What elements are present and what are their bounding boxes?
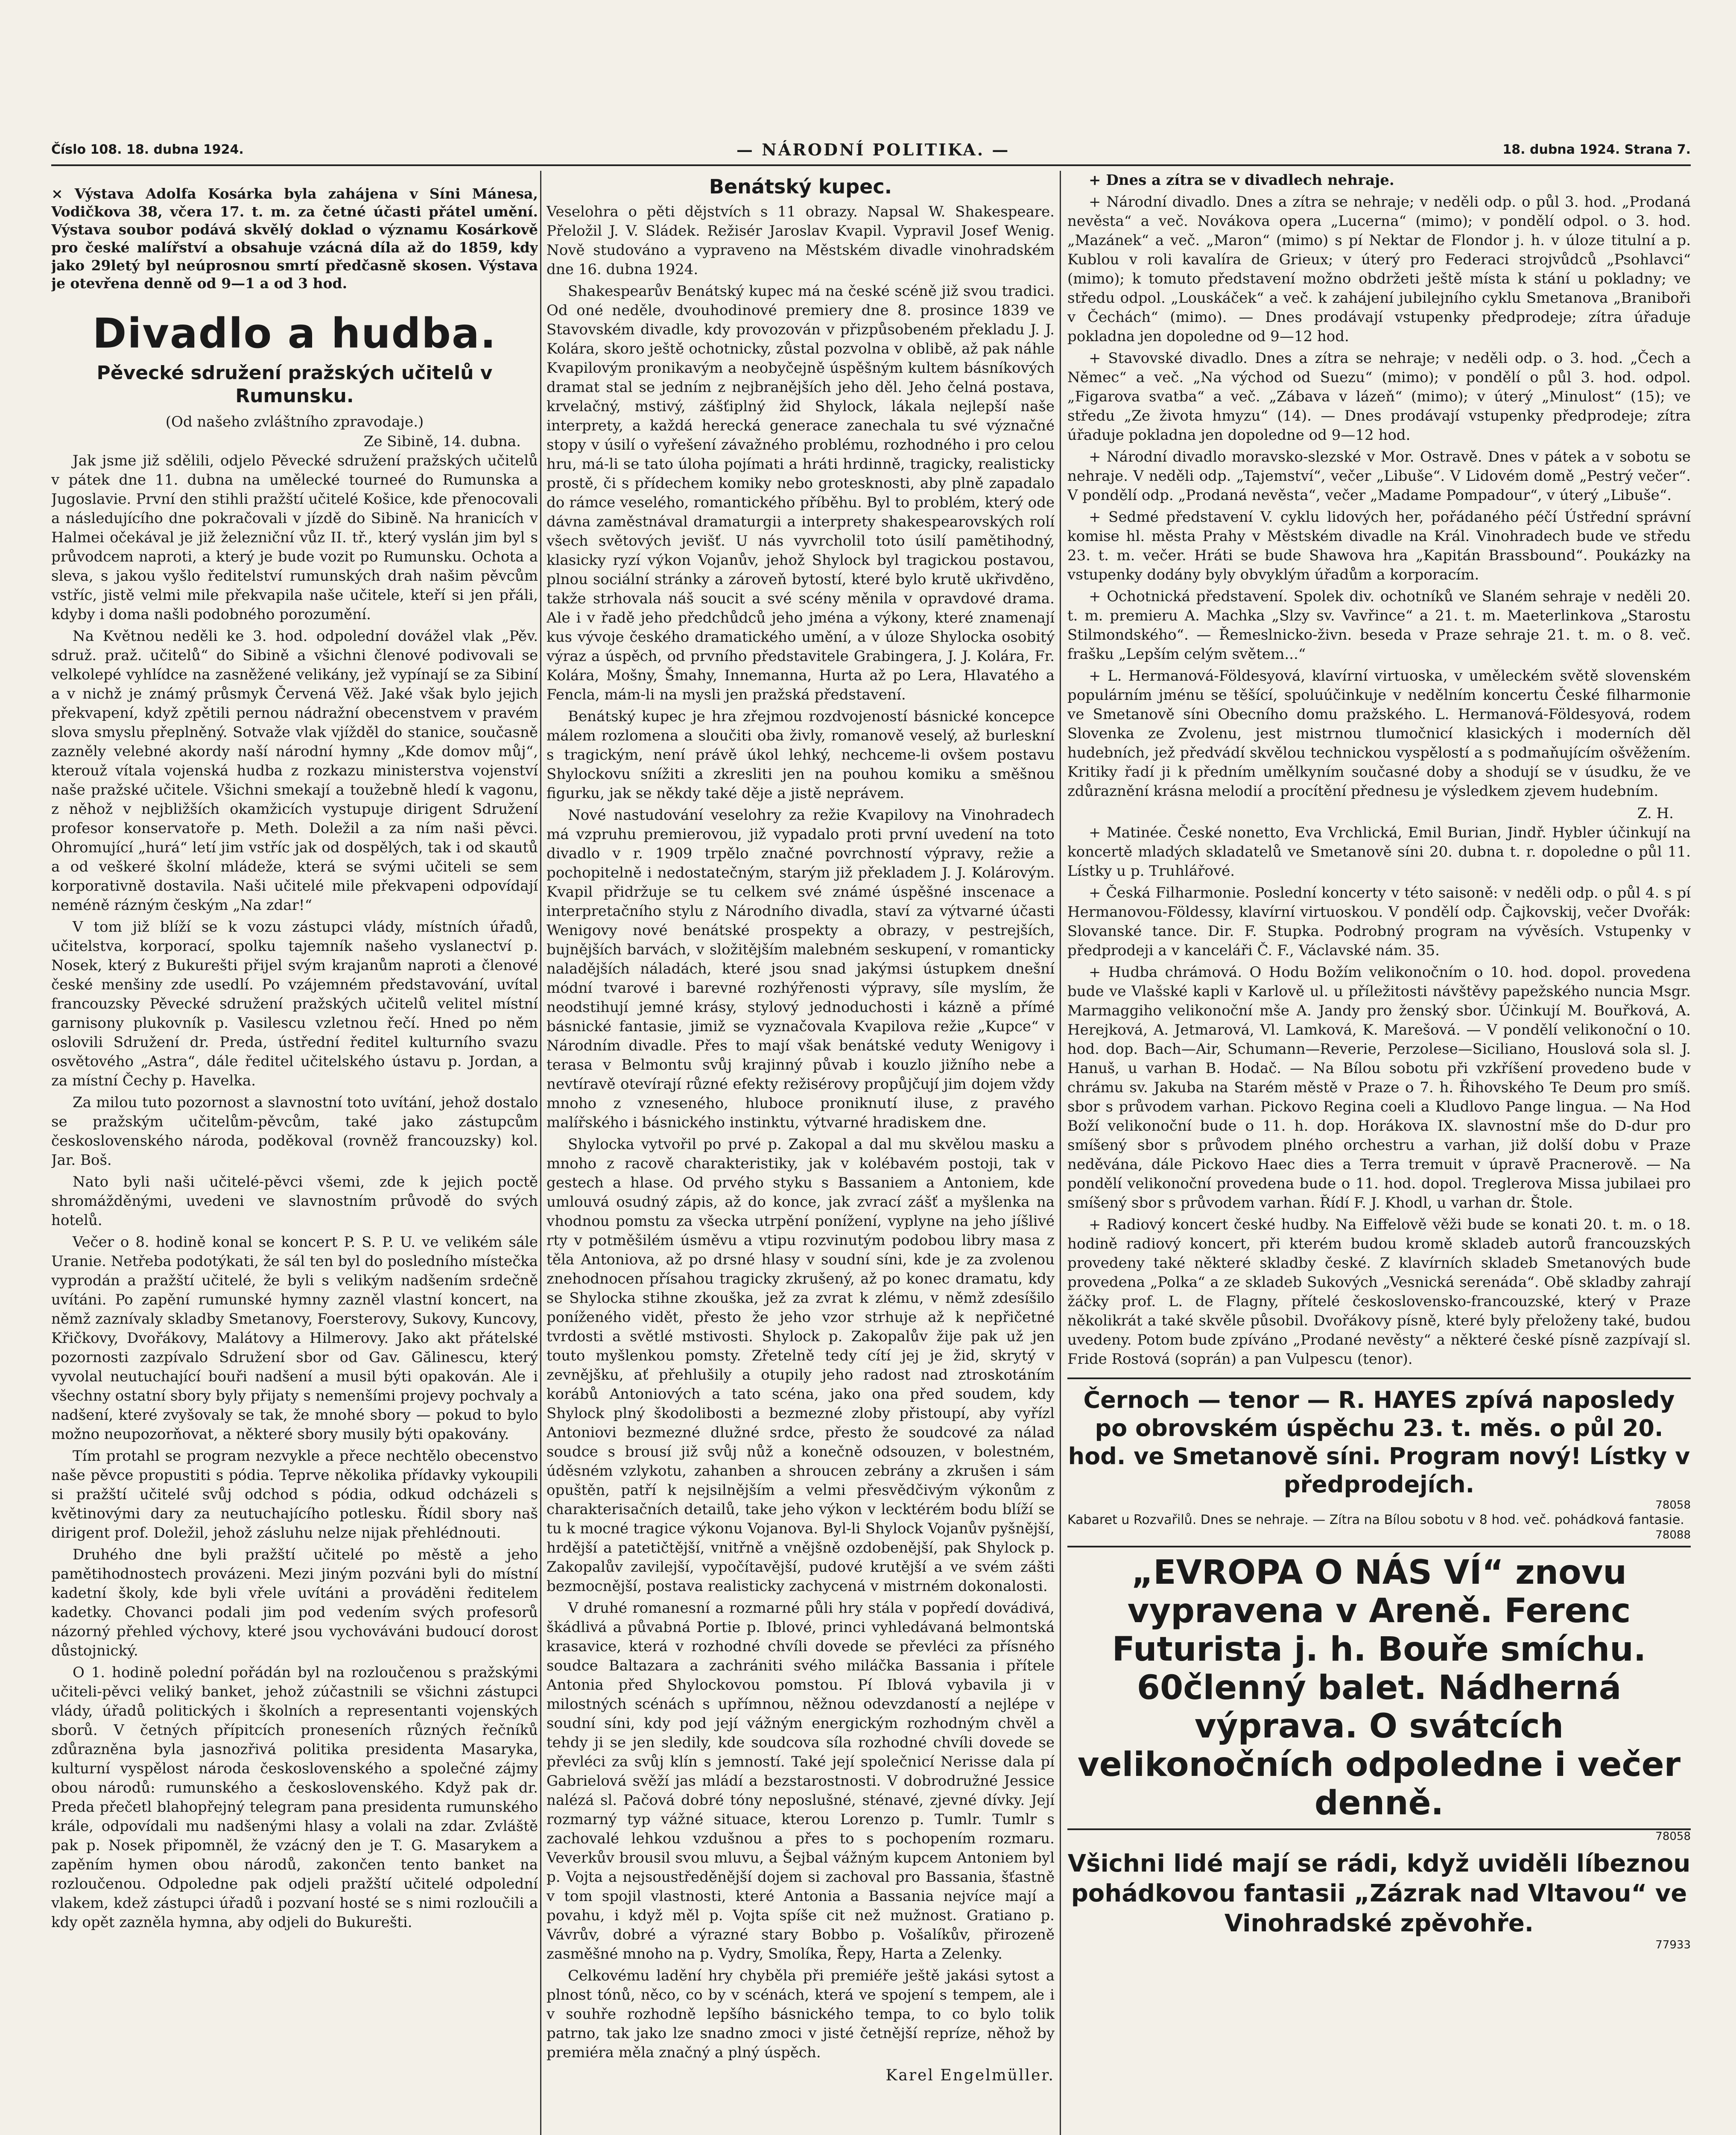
- paragraph: + Dnes a zítra se v divadlech nehraje.: [1089, 172, 1394, 189]
- paragraph: + Sedmé představení V. cyklu lidových her, pořádaného péčí Ústřední správní komise hl. města Prahy v Městském divadle na Král. Vinohradech bude ve středu 23. t. m. večer. Hráti se bude Shawova hra „Kapitán Brassbound“. Poukázky na vstupenky dodány byly obvyklým úřadům a korporacím.: [1067, 509, 1691, 583]
- paragraph: V tom již blíží se k vozu zástupci vlády, místních úřadů, učitelstva, korporací, spolku tajemník našeho vyslanectví p. Nosek, který z Bukurešti přijel svým krajanům naproti a členové české menšiny zde usedlí. Po vzájemném představování, uvítal francouzsky Pěvecké sdružení pražských učitelů velitel místní garnisony plukovník p. Vasilescu vzletnou řečí. Hned po něm oslovili Sdružení dr. Preda, ústřední ředitel kulturního svazu osvětového „Astra“, dále ředitel učitelského ústavu p. Jordan, a za místní Čechy p. Havelka.: [51, 918, 538, 1089]
- exhibition-notice: × Výstava Adolfa Kosárka byla zahájena v Síni Mánesa, Vodičkova 38, včera 17. t. m. za četné účasti přátel umění. Výstava soubor podává skvělý doklad o významu Kosárkově pro české malířství a obsahuje vzácná díla až do 1859, kdy jako 29letý byl neúprosnou smrtí předčasně skosen. Výstava je otevřena denně od 9—1 a od 3 hod.: [51, 185, 538, 292]
- column-divider: [1060, 171, 1061, 2135]
- column-right: [1067, 171, 1691, 2135]
- advertisement-zazrak: Všichni lidé mají se rádi, když uviděli líbeznou pohádkovou fantasii „Zázrak nad Vltavou“ ve Vinohradské zpěvohře.: [1067, 1850, 1691, 1937]
- paragraph: O 1. hodině polední pořádán byl na rozloučenou s pražskými učiteli-pěvci veliký banket, jehož zúčastnili se všichni zástupci vlády, úřadů politických i školních a representanti vojenských sborů. V četných přípitcích proneseních různých řečníků zdůrazněna byla jasnozřivá politika presidenta Masaryka, kulturní vyspělost národa československého a společné zájmy obou národů: rumunského a československého. Když pak dr. Preda přečetl blahopřejný telegram pana presidenta rumunského krále, odpovídali mu nadšenými hlasy a volali na zdar. Zvláště pak p. Nosek připomněl, že vzácný den je T. G. Masarykem a zapěním hymen obou národů, zakončen tento banket na rozloučenou. Odpoledne pak odjeli pražští učitelé odpolední vlakem, kdež zástupci úřadů i pozvaní hosté se s nimi rozloučili a kdy opět zazněla hymna, aby odjeli do Bukurešti.: [51, 1664, 538, 1931]
- paragraph: + Ochotnická představení. Spolek div. ochotníků ve Slaném sehraje v neděli 20. t. m. premieru A. Machka „Slzy sv. Vavřince“ a 21. t. m. Maeterlinkova „Starostu Stilmondského“. — Řemeslnicko-živn. beseda v Praze sehraje 21. t. m. o 8. več. frašku „Lepším celým světem...“: [1067, 588, 1691, 663]
- section-title: Divadlo a hudba.: [92, 310, 497, 357]
- paragraph: Nové nastudování veselohry za režie Kvapilovy na Vinohradech má vzpruhu premierovou, již vypadalo proti první uvedení na toto divadlo v r. 1909 trpělo značné povrchností výpravy, režie a pochopitelně i nedostatečným, starým již překladem J. J. Kolárovým. Kvapil přidržuje se tu celkem své známé úspěšné inscenace a interpretačního stylu z Národního divadla, staví za výtvarné účasti Wenigovy nové benátské prospekty a obrazy, v pestrejších, bujnějších barvách, v složitějším malebném seskupení, v romanticky naladějších náladách, které jsou snad jakýmsi ústupkem dnešní módní tvarové i barevné rozhýřenosti výpravy, síle myslím, že neodstihují jemné krásy, stylový jednoduchosti i kázně a přímé básnické fantasie, jimiž se vyznačovala Kvapilova režie „Kupce“ v Národním divadle. Přes to mají však benátské veduty Wenigovy i terasa v Belmontu svůj krajinný půvab i kouzlo jižního nebe a nevtíravě otevírají různé efekty režisérovy propůjčují jim dojem vždy mnoho z vzneseného, hluboce proniknutí iluse, z pravého malířského i básnického instinktu, výtvarné hradiskem dne.: [547, 807, 1055, 1131]
- paragraph: + Stavovské divadlo. Dnes a zítra se nehraje; v neděli odp. o 3. hod. „Čech a Němec“ a več. „Na východ od Suezu“ (mimo); v pondělí o půl 3. hod. odpol. „Figarova svatba“ a več. „Zábava v lázeň“ (mimo); v úterý „Minulost“ (15); ve středu „Ze života hmyzu“ (14). — Dnes prodávají vstupenky předprodeje; zítra úřaduje pokladna jen dopoledne od 9—12 hod.: [1067, 350, 1691, 444]
- paragraph: Benátský kupec je hra zřejmou rozdvojeností básnické koncepce málem rozlomena a sloučiti oba živly, romanově veselý, až burleskní s tragickým, není právě úkol lehký, nechceme-li ovšem postavu Shylockovu snížiti a zkresliti jen na pouhou komiku a směšnou figurku, jak se někdy také děje a jistě neprávem.: [547, 708, 1055, 802]
- ad-code: 78058: [1655, 1499, 1691, 1512]
- paragraph: + Matinée. České nonetto, Eva Vrchlická, Emil Burian, Jindř. Hybler účinkují na koncertě mladých skladatelů ve Smetanově síni 20. dubna t. r. dopoledne o půl 11. Lístky u p. Truhlářové.: [1067, 824, 1691, 880]
- ad-code: 77933: [1655, 1939, 1691, 1951]
- issue-number: Číslo 108. 18. dubna 1924.: [51, 142, 244, 157]
- header-rule: [51, 164, 1691, 166]
- paragraph: + Hudba chrámová. O Hodu Božím velikonočním o 10. hod. dopol. provedena bude ve Vlašské kapli v Karlově ul. u příležitosti návštěvy papežského nuncia Msgr. Marmaggiho velikonoční mše A. Jandy pro ženský sbor. Účinkují M. Bouřková, A. Herejková, A. Jetmarová, Vl. Lamková, K. Marešová. — V pondělí velikonoční o 10. hod. dop. Bach—Air, Schumann—Reverie, Perzolese—Siciliano, Houslová sola sl. J. Hanuš, u varhan B. Hodač. — Na Bílou sobotu při vzkříšení provedeno bude v chrámu sv. Jakuba na Starém městě v Praze o 7. h. Řihovského Te Deum pro smíš. sbor s průvodem varhan. Pickovo Regina coeli a Kludlovo Pange lingua. — Na Hod Boží velikonoční bude o 11. h. dop. Horákova IX. slavnostní mše do D-dur pro smíšený sbor s průvodem plného orchestru a varhan, již dolší dobu v Praze neděvána, dále Pickovo Haec dies a Terra tremuit v úpravě Pracnerově. — Na pondělí velikonoční provedena bude o 11. hod. dopol. Treglerova Missa jubilaei pro smíšený sbor s průvodem varhan. Řídí F. J. Khodl, u varhan dr. Štole.: [1067, 964, 1691, 1211]
- paragraph: Shakespearův Benátský kupec má na české scéně již svou tradici. Od oné neděle, dvouhodinové premiery dne 8. prosince 1839 ve Stavovském divadle, kdy provozován v přizpůsobeném překladu J. J. Kolára, skoro ještě ochotnicky, zůstal pozvolna v oblibě, až pak náhle Kvapilovým pronikavým a neobyčejně úspěšným kultem básníkových dramat stal se jedním z nejbranějších jeho děl. Jeho čelná postava, krvelačný, mstivý, zášťiplný žid Shylock, lákala nejlepší naše interprety, a každá herecká generace zanechala tu své význačné stopy v úsilí o vyřešení závažného problému, rozhodného i pro celou hru, má-li se tato úloha pojímati a hráti hrdinně, tragicky, realisticky prostě, či s přídechem komiky nebo grotesknosti, aby plně zapadalo do rámce veselého, romantického příběhu. Byl to problém, který ode dávna zaměstnával dramaturgii a interprety shakespearovských rolí všech světových jevišť. U nás vyvrcholil toto úsilí pamětihodný, klasicky ryzí výkon Vojanův, jehož Shylock byl tragickou postavou, plnou sociální stránky a zároveň bytostí, které bylo krutě ukřivděno, takže strhovala náš soucit a své scény měnila v opravdové drama. Ale i v řadě jeho předchůdců jeho jména a výkony, které znamenají kus vývoje českého dramatického umění, a v úloze Shylocka osobitý výraz a úspěch, od prvního představitele Grabingera, J. J. Kolára, Fr. Kolára, Mošny, Šmahy, Innemanna, Hurta až po Lera, Hlavatého a Fencla, mám-li na mysli jen pražská představení.: [547, 283, 1055, 703]
- paragraph: Shylocka vytvořil po prvé p. Zakopal a dal mu skvělou masku a mnoho z racově charakteristiky, jak v kolébavém postoji, tak v gestech a hlase. Od prvého styku s Bassaniem a Antoniem, kde umlouvá osudný zápis, až do konce, jak zvrací zášť a myšlenka na vhodnou pomstu za všecka utrpění ponížení, vyplyne na jeho jíšlivé rty v potměšilém úsměvu a vtipu rozvinutým podobou libry masa z těla Antoniova, až po drsné hlasy v soudní síni, kde je za zvolenou znehodnocen přísahou tragicky zkrušený, až po konec dramatu, kdy se Shylocka stihne zkouška, jež za zvrat k zlému, v němž zdesíšilo poníženého vidět, přesto že jeho vzor strhuje až k nepřičetné tvrdosti a světlé mstivosti. Shylock p. Zakopalův žije pak už jen touto myšlenkou pomsty. Zřetelně tedy cítí jej je žid, skrytý v zevnějšku, ať přehlušily a otupily jeho radost nad ztroskotáním korábů Antoniových a tato scéna, jako ona před soudem, kdy Shylock plný škodolibosti a bezmezné zloby přistoupí, aby vyřízl Antoniovi bezmezné dlužné srdce, přesto že soudcové za nálad soudce s brousí již svůj nůž a konečně odsouzen, v bolestném, úděsném vzlykotu, zahanben a shroucen zebrány a zkrušen i sám opuštěn, patří k nejsilnějším a velmi přesvědčivým výkonům z charakterisačních detailů, take jeho výkon v lecktérém bodu blíží se tu k mocné tragice výkonu Vojanova. Byl-li Shylock Vojanův pyšnější, hrdější a patetičtější, vnitřně a vnějšně ozdobenější, pak Shylock p. Zakopalův zavilejší, vypočítavější, pudové krutější a ve svém zášti bezmocnější, postava realisticky zachycená v mistrném dokonalosti.: [547, 1136, 1055, 1595]
- paragraph: Tím protahl se program nezvykle a přece nechtělo obecenstvo naše pěvce propustiti s pódia. Teprve několika přídavky vykoupili si pražští učitelé svůj odchod s pódia, odkud odcházeli s květinovými dary za neutuchajícího potlesku. Řídil sbory naš dirigent prof. Doležil, jehož zásluhu nelze nijak přehlédnouti.: [51, 1448, 538, 1541]
- column-divider: [540, 171, 541, 2135]
- review-intro: Veselohra o pěti dějstvích s 11 obrazy. Napsal W. Shakespeare. Přeložil J. V. Sládek. Režisér Jaroslav Kvapil. Vypravil Josef Wenig. Nově studováno a vypraveno na Městském divadle vinohradském dne 16. dubna 1924.: [547, 203, 1055, 278]
- article-title: Pěvecké sdružení pražských učitelů v Rumunsku.: [96, 362, 493, 407]
- column-left: [51, 171, 538, 2135]
- paragraph: + Česká Filharmonie. Poslední koncerty v této saisoně: v neděli odp. o půl 4. s pí Hermanovou-Földessy, klavírní virtuoskou. V pondělí odp. Čajkovskij, večer Dvořák: Slovanské tance. Dir. F. Stupka. Podrobný program na vývěsích. Vstupenky v předprodeji a v kanceláři Č. F., Václavské nám. 35.: [1067, 884, 1691, 959]
- paragraph: + Radiový koncert české hudby. Na Eiffelově věži bude se konati 20. t. m. o 18. hodině radiový koncert, při kterém budou kromě skladeb autorů francouzských provedeny také některé skladby české. Z klavírních skladeb Smetanových bude provedena „Polka“ a ze skladeb Sukových „Vesnická serenáda“. Obě skladby zahrají žáčky prof. L. de Flagny, přítelé československo-francouzské, který v Praze několikrát a také skvěle působil. Dvořákovy písně, které byly přeloženy také, budou uvedeny. Potom bude zpíváno „Prodané nevěsty“ a některé české písně zazpívají sl. Fride Rostová (soprán) a pan Vulpescu (tenor).: [1067, 1216, 1691, 1368]
- paragraph: Celkovému ladění hry chyběla při premiéře ještě jakási sytost a plnost tónů, něco, co by v scénách, která ve spojení s tempem, ale i v souhře rozhodně lepšího básnického tempa, to co bylo tolik patrno, tak jako lze snadno zmoci v jisté četnější repríze, něhož by premiéra měla značný a plný úspěch.: [547, 1967, 1055, 2061]
- review-title: Benátský kupec.: [709, 175, 892, 198]
- advertisement-hayes: Černoch — tenor — R. HAYES zpívá naposledy po obrovském úspěchu 23. t. měs. o půl 20. hod. ve Smetanově síni. Program nový! Lístky v předprodejích.: [1067, 1378, 1691, 1499]
- advertisement-evropa: „EVROPA O NÁS VÍ“ znovu vypravena v Areně. Ferenc Futurista j. h. Bouře smíchu. 60členný balet. Nádherná výprava. O svátcích velikonočních odpoledne i večer denně.: [1067, 1546, 1691, 1830]
- paragraph: Večer o 8. hodině konal se koncert P. S. P. U. ve velikém sále Uranie. Netřeba podotýkati, že sál ten byl do posledního místečka vyprodán a pražští učitelé, že byli s velikým nadšením srdečně uvítáni. Po zapění rumunské hymny zazněl vlastní koncert, na němž zaznívaly skladby Smetanovy, Foersterovy, Sukovy, Kuncovy, Křičkovy, Dvořákovy, Malátovy a Hilmerovy. Jako akt přátelské pozornosti zazpívalo Sdružení sbor od Gav. Gălinescu, který vyvolal neutuchající bouři nadšení a musil býti opakován. Ale i všechny ostatní sbory byly přijaty s nemenšími projevy pochvaly a nadšení, které zvyšovaly se tak, že mnohé sbory — pokud to bylo možno neupozorňovat, a některé sbory musily býti opakovány.: [51, 1234, 538, 1443]
- masthead: — NÁRODNÍ POLITIKA. —: [736, 140, 1010, 159]
- paragraph: Jak jsme již sdělili, odjelo Pěvecké sdružení pražských učitelů v pátek dne 11. dubna na umělecké tourneé do Rumunska a Jugoslavie. První den stihli pražští učitelé Košice, kde přenocovali a následujícího dne pokračovali v jízdě do Sibině. Na hranicích v Halmei očekával je již železniční vůz II. tř., který vyslán jim byl s průvodcem naproti, a který je bude vozit po Rumunsku. Ochota a sleva, s jakou vyšlo ředitelství rumunských drah našim pěvcům vstříc, jistě velmi mile překvapila naše učitele, kteří si jen přáli, kdyby i doma našli podobného porozumění.: [51, 452, 538, 623]
- review-signature: Karel Engelmüller.: [886, 2067, 1055, 2084]
- dateline: Ze Sibině, 14. dubna.: [363, 433, 521, 450]
- paragraph: Na Květnou neděli ke 3. hod. odpolední dovážel vlak „Pěv. sdruž. praž. učitelů“ do Sibině a všichni členové podivovali se velkolepé vyhlídce na zasněžené velikány, jež vypínají se za Sibiní a v nichž je známý průsmyk Červená Věž. Jaké však bylo jejich překvapení, když zpětili pernou nádražní obecenstvem v pravém slova smyslu přeplněný. Sotvaže vlak vjížděl do stanice, současně zazněly velebné akordy naší národní hymny „Kde domov můj“, kterouž vítala vojenská hudba z rozkazu ministerstva vojenství naše pražské učitele. Všichni smekají a toužebně hledí k vagonu, z něhož v nejbližších okamžicích vystupuje dirigent Sdružení profesor konservatoře p. Meth. Doležil a za ním naši pěvci. Ohromující „hurá“ letí jim vstříc jak od dospělých, tak i od skautů a od veškeré školní mládeže, která se svými učiteli se sem korporativně dostavila. Naši učitelé mile překvapeni odpovídají neméně rázným českým „Na zdar!“: [51, 628, 538, 914]
- byline: (Od našeho zvláštního zpravodaje.): [165, 413, 424, 430]
- paragraph: Nato byli naši učitelé-pěvci všemi, zde k jejich poctě shromážděnými, uvedeni ve slavnostním průvodě do svých hotelů.: [51, 1173, 538, 1229]
- paragraph: Druhého dne byli pražští učitelé po městě a jeho pamětihodnostech provázeni. Mezi jiným pozváni byli do místní kadetní školy, kde byli vřele uvítáni a prováděni ředitelem kadetky. Chovanci podali jim pod vedením svých profesorů názorný přehled výchovy, které jsou vychováváni budoucí dorost důstojnický.: [51, 1546, 538, 1659]
- author-initials: Z. H.: [1637, 805, 1674, 822]
- paragraph: + Národní divadlo moravsko-slezské v Mor. Ostravě. Dnes v pátek a v sobotu se nehraje. V neděli odp. „Tajemství“, večer „Libuše“. V Lidovém domě „Pestrý večer“. V pondělí odp. „Prodaná nevěsta“, večer „Madame Pompadour“, v úterý „Libuše“.: [1067, 448, 1691, 504]
- page-number: 18. dubna 1924. Strana 7.: [1502, 142, 1691, 157]
- ad-code: 78058: [1655, 1830, 1691, 1843]
- page-header: [51, 137, 1691, 162]
- paragraph: + Národní divadlo. Dnes a zítra se nehraje; v neděli odp. o půl 3. hod. „Prodaná nevěsta“ a več. Novákova opera „Lucerna“ (mimo); v pondělí odpol. o 3. hod. „Mazánek“ a več. „Maron“ (mimo) s pí Nektar de Flondor j. h. v úloze titulní a p. Kublou v roli kavalíra de Grieux; v úterý pro Federaci strojvůdců „Psohlavci“ (mimo); k tomuto představení možno obdržeti ještě místa k stání u pokladny; ve středu odpol. „Louskáček“ a več. k zahájení jubilejního cyklu Smetanova „Braniboři v Čechách“ (mimo). — Dnes prodávají vstupenky předprodeje; zítra úřaduje pokladna jen dopoledne od 9—12 hod.: [1067, 193, 1691, 345]
- paragraph: + L. Hermanová-Földesyová, klavírní virtuoska, v uměleckém světě slovenském populárním jménu se těšící, spoluúčinkuje v nedělním koncertu České filharmonie ve Smetanově síni Obecního domu pražského. L. Hermanová-Földesyová, rodem Slovenka ze Zvolenu, jest mistrnou tlumočnicí klasických i moderních děl hudebních, jež předvádí skvělou technickou vyspělostí a s podmaňujícím ošvěžením. Kritiky řadí ji k předním umělkyním současné doby a shodují se v úsudku, že ve zdůraznění krásna melodií a procítění přednesu je výsledkem zjevem hudebním.: [1067, 667, 1691, 800]
- advertisement-kabaret: Kabaret u Rozvařilů. Dnes se nehraje. — Zítra na Bílou sobotu v 8 hod. več. pohádková fantasie.: [1067, 1512, 1684, 1527]
- paragraph: V druhé romanesní a rozmarné půli hry stála v popředí dovádivá, škádlivá a půvabná Portie p. Iblové, princi vyhledávaná belmontská krasavice, která v rozhodné chvíli dovede se převléci za přísného soudce Baltazara a zachrániti svého miláčka Bassania i přítele Antonia před Shylockovou pomstou. Pí Iblová vybavila ji v milostných scénách s upřímnou, něžnou odevzdaností a nejlépe v soudní síni, kdy pod její vážným energickým rozhodným chvěl a tehdy ji se jen sledily, kde soudcova síla rozhodné chvíli dovede se převléci za svůj klín s jemností. Také její společnicí Nerisse dala pí Gabrielová svěží jas mládí a bezstarostnosti. V dobrodružné Jessice nalézá sl. Pačová dobré tóny neposlušné, sténavé, zjevné dívky. Její rozmarný typ vážné situace, kterou Lorenzo p. Tumlr. Tumlr s zachovalé lehkou vzdušnou a přes to s pochopením rozmaru. Veverkův brousil svou mluvu, a Šejbal vážným kupcem Antoniem byl p. Vojta a nejsoustředěnější dojem si zachoval pro Bassania, šťastně v tom spojil vlastnosti, které Antonia a Bassania nejvíce mají a povahu, i když měl p. Vojta spíše cit než mužnost. Gratiano p. Vávrův, dobré a výrazné stary Bobbo p. Vošalíkův, přirozeně zasměšné mnoho na p. Vydry, Smolíka, Řepy, Harta a Zelenky.: [547, 1600, 1055, 1962]
- column-middle: [547, 171, 1055, 2135]
- ad-code: 78088: [1655, 1529, 1691, 1541]
- paragraph: Za milou tuto pozornost a slavnostní toto uvítání, jehož dostalo se pražským učitelům-pěvcům, také jako zástupcům československého národa, poděkoval (rovněž francouzsky) kol. Jar. Boš.: [51, 1094, 538, 1169]
